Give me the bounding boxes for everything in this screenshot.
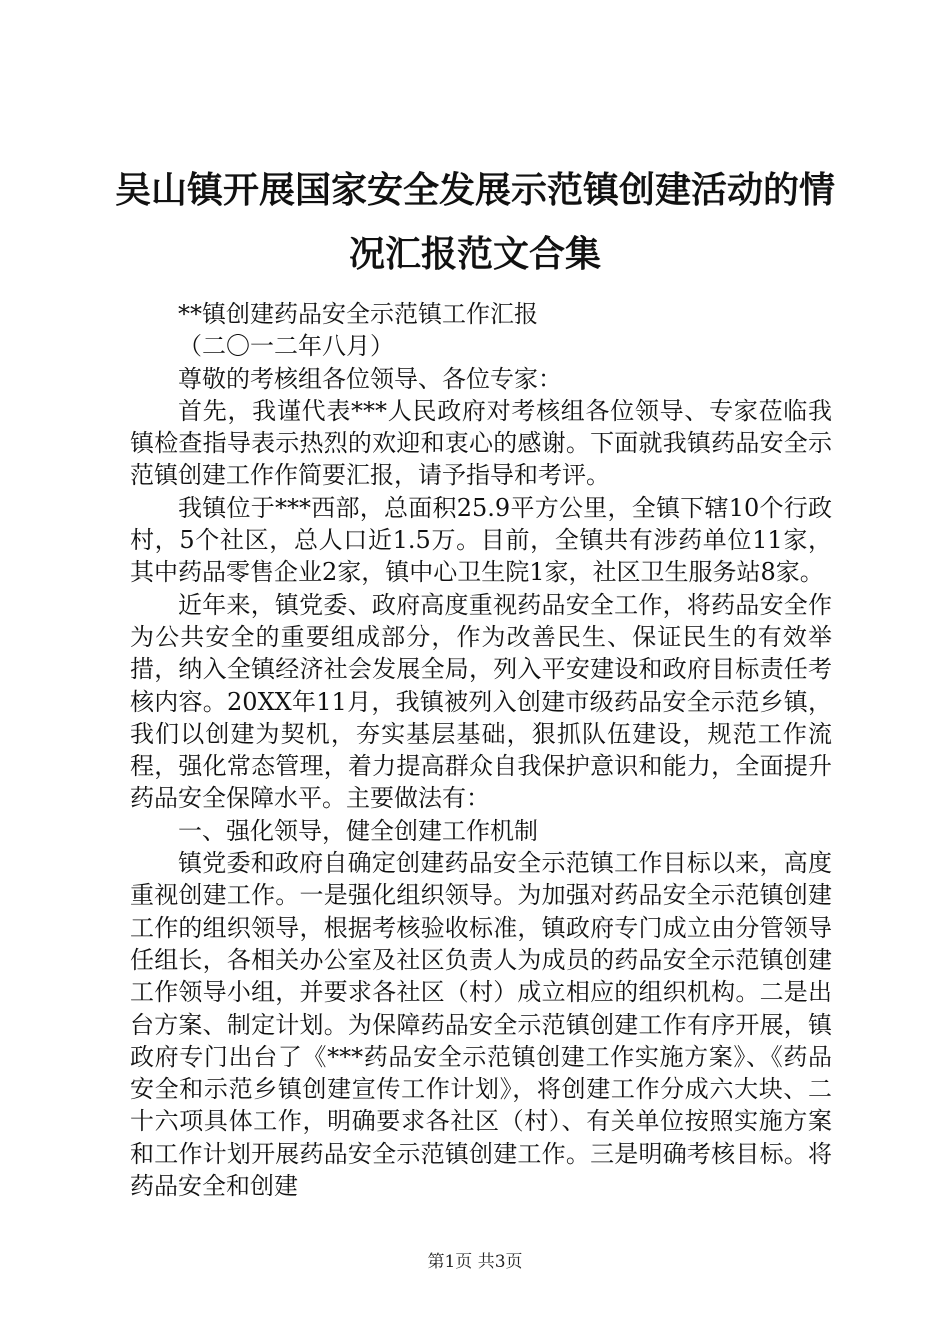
paragraph-salutation: 尊敬的考核组各位领导、各位专家： (178, 364, 562, 393)
paragraph-town-overview: 我镇位于***西部，总面积25.9平方公里，全镇下辖10个行政村，5个社区，总人口近1.5万。目前，全镇共有涉药单位11家，其中药品零售企业2家，镇中心卫生院1家，社区卫生服务站8家。 (130, 493, 832, 587)
page-number-footer: 第1页 共3页 (427, 1252, 523, 1272)
document-title: 吴山镇开展国家安全发展示范镇创建活动的情况汇报范文合集 (114, 169, 835, 275)
paragraph-subtitle: **镇创建药品安全示范镇工作汇报 (178, 300, 538, 328)
section-heading-1: 一、强化领导，健全创建工作机制 (178, 816, 538, 845)
paragraph-section-1: 镇党委和政府自确定创建药品安全示范镇工作目标以来，高度重视创建工作。一是强化组织领导。为加强对药品安全示范镇创建工作的组织领导，根据考核验收标准，镇政府专门成立由分管领导任组长，各相关办公室及社区负责人为成员的药品安全示范镇创建工作领导小组，并要求各社区（村）成立相应的组织机构。二是出台方案、制定计划。为保障药品安全示范镇创建工作有序开展，镇政府专门出台了《***药品安全示范镇创建工作实施方案》、《药品安全和示范乡镇创建宣传工作计划》，将创建工作分成六大块、二十六项具体工作，明确要求各社区（村）、有关单位按照实施方案和工作计划开展药品安全示范镇创建工作。三是明确考核目标。将药品安全和创建 (130, 849, 832, 1201)
paragraph-background: 近年来，镇党委、政府高度重视药品安全工作，将药品安全作为公共安全的重要组成部分，作为改善民生、保证民生的有效举措，纳入全镇经济社会发展全局，列入平安建设和政府目标责任考核内容。20XX年11月，我镇被列入创建市级药品安全示范乡镇，我们以创建为契机，夯实基层基础，狠抓队伍建设，规范工作流程，强化常态管理，着力提高群众自我保护意识和能力，全面提升药品安全保障水平。主要做法有： (130, 590, 832, 813)
paragraph-intro: 首先，我谨代表***人民政府对考核组各位领导、专家莅临我镇检查指导表示热烈的欢迎和衷心的感谢。下面就我镇药品安全示范镇创建工作作简要汇报，请予指导和考评。 (130, 396, 832, 490)
document-body (130, 298, 832, 1202)
paragraph-date: （二〇一二年八月） (178, 332, 394, 361)
